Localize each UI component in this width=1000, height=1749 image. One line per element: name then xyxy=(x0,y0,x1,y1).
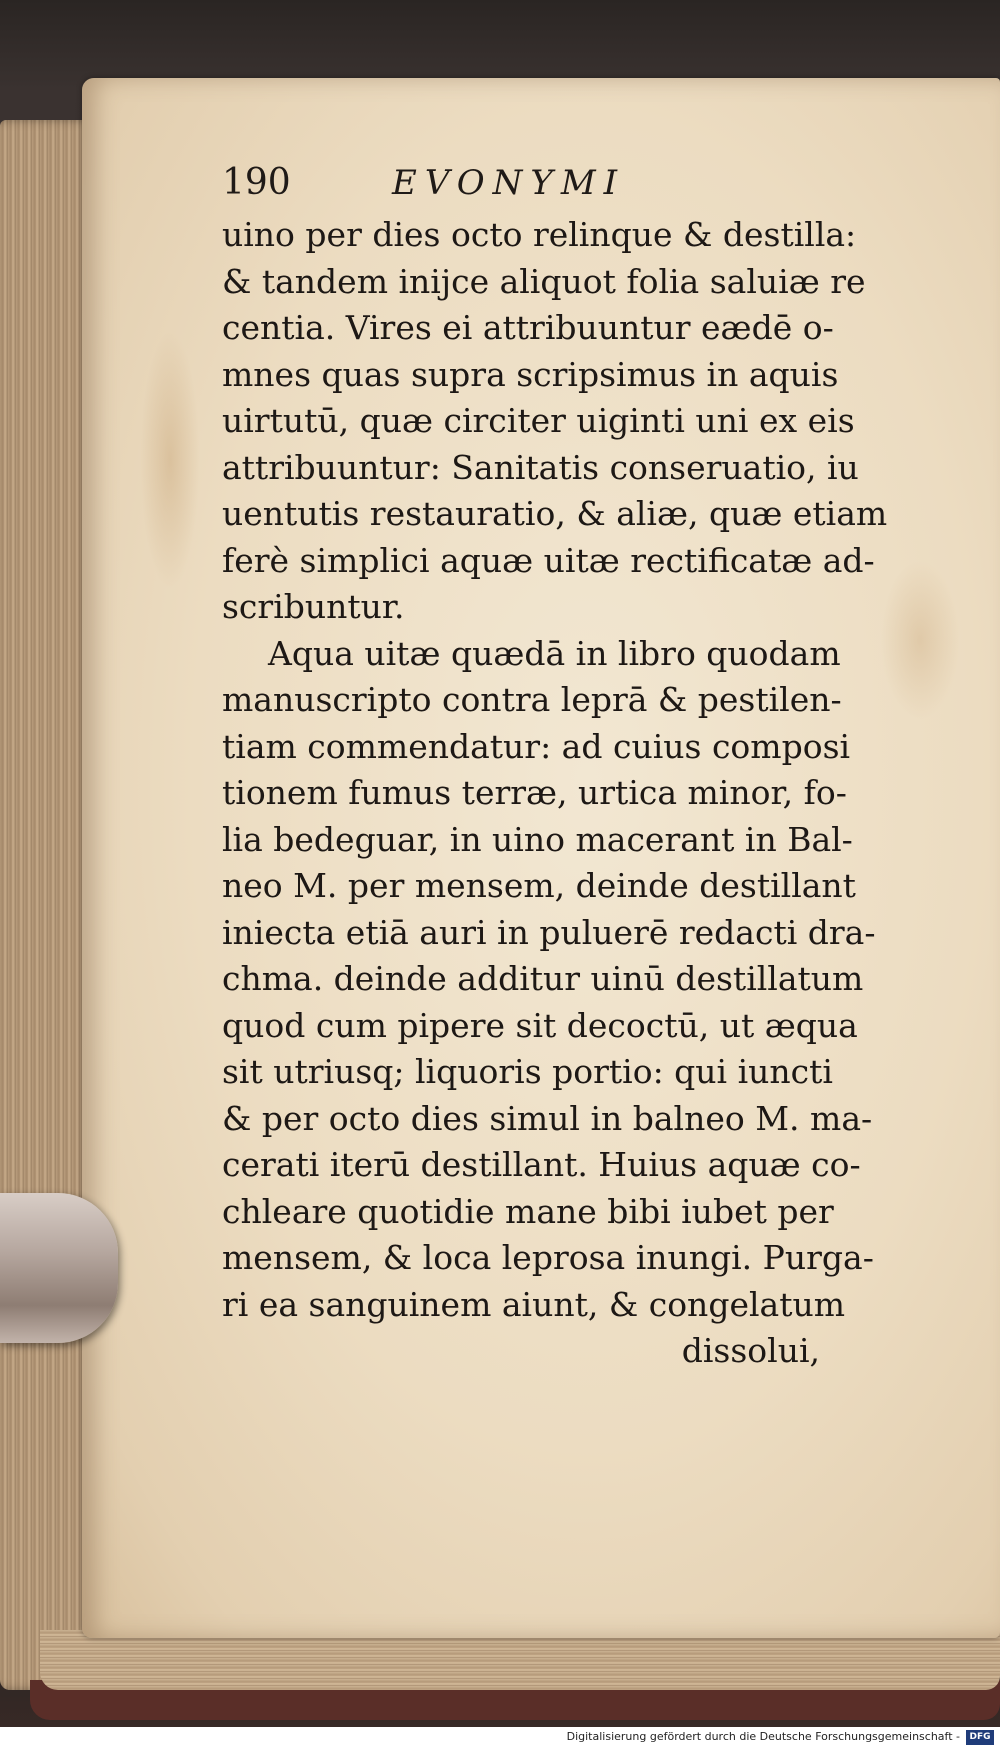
text-line: quod cum pipere sit decoctū, ut æqua xyxy=(222,1005,858,1045)
page-clip xyxy=(0,1193,118,1343)
text-line: chleare quotidie mane bibi iubet per xyxy=(222,1191,834,1231)
page-number: 190 xyxy=(222,162,291,203)
text-line: uentutis restauratio, & aliæ, quæ etiam xyxy=(222,494,888,533)
footer-bar xyxy=(0,1727,1000,1749)
text-line: tiam commendatur: ad cuius composi xyxy=(222,726,851,766)
text-line: uino per dies octo relinque & destilla: xyxy=(222,215,857,254)
text-line: iniecta etiā auri in puluerē redacti dra- xyxy=(222,912,876,952)
text-line: ri ea sanguinem aiunt, & congelatum xyxy=(222,1284,846,1324)
dfg-logo-icon: DFG xyxy=(966,1730,994,1745)
text-line: attribuuntur: Sanitatis conseruatio, iu xyxy=(222,447,859,487)
text-line: & per octo dies simul in balneo M. ma- xyxy=(222,1098,873,1138)
text-line: chma. deinde additur uinū destillatum xyxy=(222,959,864,998)
water-stain xyxy=(140,330,200,590)
text-line: neo M. per mensem, deinde destillant xyxy=(222,866,856,905)
page-body-text xyxy=(222,212,912,1375)
text-line: tionem fumus terræ, urtica minor, fo- xyxy=(222,773,847,812)
text-line: ferè simplici aquæ uitæ rectificatæ ad- xyxy=(222,540,875,580)
text-line: sit utriusq; liquoris portio: qui iuncti xyxy=(222,1052,833,1091)
text-line: lia bedeguar, in uino macerant in Bal- xyxy=(222,819,853,859)
catchword: dissolui, xyxy=(681,1331,820,1370)
text-line: mnes quas supra scripsimus in aquis xyxy=(222,354,839,394)
page-edges-bottom xyxy=(40,1630,1000,1690)
text-line: centia. Vires ei attribuuntur eædē o- xyxy=(222,308,834,347)
text-line: cerati iterū destillant. Huius aquæ co- xyxy=(222,1145,861,1184)
text-line: mensem, & loca leprosa inungi. Purga- xyxy=(222,1238,874,1277)
footer-credit: Digitalisierung gefördert durch die Deutsche Forschungsgemeinschaft - xyxy=(566,1730,960,1743)
text-line: uirtutū, quæ circiter uiginti uni ex eis xyxy=(222,401,855,440)
text-line: manuscripto contra leprā & pestilen- xyxy=(222,680,842,719)
text-line-paragraph-start: Aqua uitæ quædā in libro quodam xyxy=(268,633,841,673)
text-line: & tandem inijce aliquot folia saluiæ re xyxy=(222,261,866,301)
page-header xyxy=(222,160,782,206)
text-line: scribuntur. xyxy=(222,587,405,626)
running-head: EVONYMI xyxy=(392,163,626,203)
